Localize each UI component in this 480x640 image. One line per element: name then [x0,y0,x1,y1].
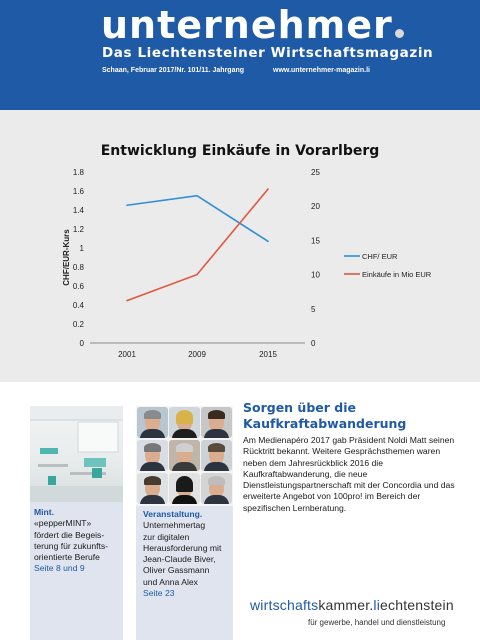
mint-line-2: fördert die Begeis- [34,529,105,540]
event-line-4: Jean-Claude Biver, [143,554,216,565]
mint-line-1: «pepperMINT» [34,518,92,529]
event-line-1: Unternehmertag [143,520,206,531]
office-illustration [30,406,123,502]
left-tick-label: 0.4 [72,301,84,310]
event-line-3: Herausforderung mit [143,542,222,553]
logo-part-2: kammer. [318,597,374,613]
right-tick-label: 15 [311,236,320,246]
data-point [196,195,198,197]
event-teaser[interactable] [136,406,233,640]
masthead [0,0,480,110]
magazine-subtitle: Das Liechtensteiner Wirtschaftsmagazin [102,45,434,61]
mint-blurb [34,507,122,575]
mint-page-link[interactable]: Seite 8 und 9 [34,563,85,574]
article-headline[interactable]: Sorgen über die Kaufkraftabwanderung [243,400,407,431]
x-tick-label: 2009 [188,350,206,359]
right-tick-label: 0 [311,339,316,348]
speaker-photo [201,440,232,471]
y-axis-label: CHF/EUR-Kurs [62,229,71,286]
speaker-photo [201,407,232,438]
brand-name: unternehmer [101,3,393,47]
speaker-photo [137,407,168,438]
event-blurb [143,509,233,599]
data-point [126,300,128,302]
x-tick-label: 2001 [118,350,136,359]
event-kicker: Veranstaltung. [143,509,203,519]
office-photo [30,406,123,502]
event-page-link[interactable]: Seite 23 [143,588,175,599]
data-point [267,241,269,243]
data-point [196,274,198,276]
mint-teaser[interactable] [30,406,123,640]
line-chart [0,110,480,382]
website-link[interactable]: www.unternehmer-magazin.li [273,67,370,74]
left-tick-label: 1.8 [72,168,84,177]
speaker-photo [137,440,168,471]
left-tick-label: 0 [79,339,84,348]
series-line [127,189,268,300]
event-line-2: zur digitalen [143,531,190,542]
speaker-photos [136,406,233,506]
mint-line-4: orientierte Berufe [34,552,100,563]
chamber-logo [250,597,454,613]
speaker-photo [201,473,232,504]
speaker-photo [169,407,200,438]
speaker-photo [137,473,168,504]
left-tick-label: 1 [79,244,84,253]
mint-kicker: Mint. [34,507,55,517]
logo-part-4: echtenstein [380,597,454,613]
magazine-logo [101,3,404,47]
event-line-5: Oliver Gassmann [143,565,210,576]
left-tick-label: 1.2 [72,225,84,234]
logo-part-3: li [373,597,381,613]
data-point [267,188,269,190]
x-tick-label: 2015 [259,350,277,359]
event-line-6: und Anna Alex [143,576,198,587]
article-body: Am Medienapéro 2017 gab Präsident Noldi Matt seinen Rücktritt bekannt. Weitere Gesprächsthemen waren neben dem Jahresrückblick 2016 die Kaufkraftabwanderung, die neue Dienstleistungspartnerschaft mit der Concordia und das erweiterte Angebot von 100pro! im Bereich der spezifischen Lernberatung. [243,435,455,513]
left-tick-label: 0.6 [72,282,84,291]
speaker-photo [169,440,200,471]
right-tick-label: 10 [311,270,320,280]
legend-label: CHF/ EUR [362,252,398,261]
chart-panel [0,110,480,382]
left-tick-label: 0.8 [72,263,84,272]
data-point [126,204,128,206]
right-tick-label: 5 [311,304,316,314]
right-tick-label: 20 [311,202,320,212]
chamber-tagline: für gewerbe, handel und dienstleistung [308,618,446,627]
legend-label: Einkäufe in Mio EUR [362,270,432,279]
speaker-photo [169,473,200,504]
mint-line-3: terung für zukunfts- [34,540,109,551]
logo-dot [395,29,404,38]
left-tick-label: 1.6 [72,187,84,196]
right-tick-label: 25 [311,168,320,177]
logo-part-1: wirtschafts [250,597,319,613]
series-line [127,196,268,242]
left-tick-label: 0.2 [72,320,84,329]
issue-info: Schaan, Februar 2017/Nr. 101/11. Jahrgang [102,67,245,74]
left-tick-label: 1.4 [72,206,84,215]
chart-title: Entwicklung Einkäufe in Vorarlberg [100,143,380,159]
